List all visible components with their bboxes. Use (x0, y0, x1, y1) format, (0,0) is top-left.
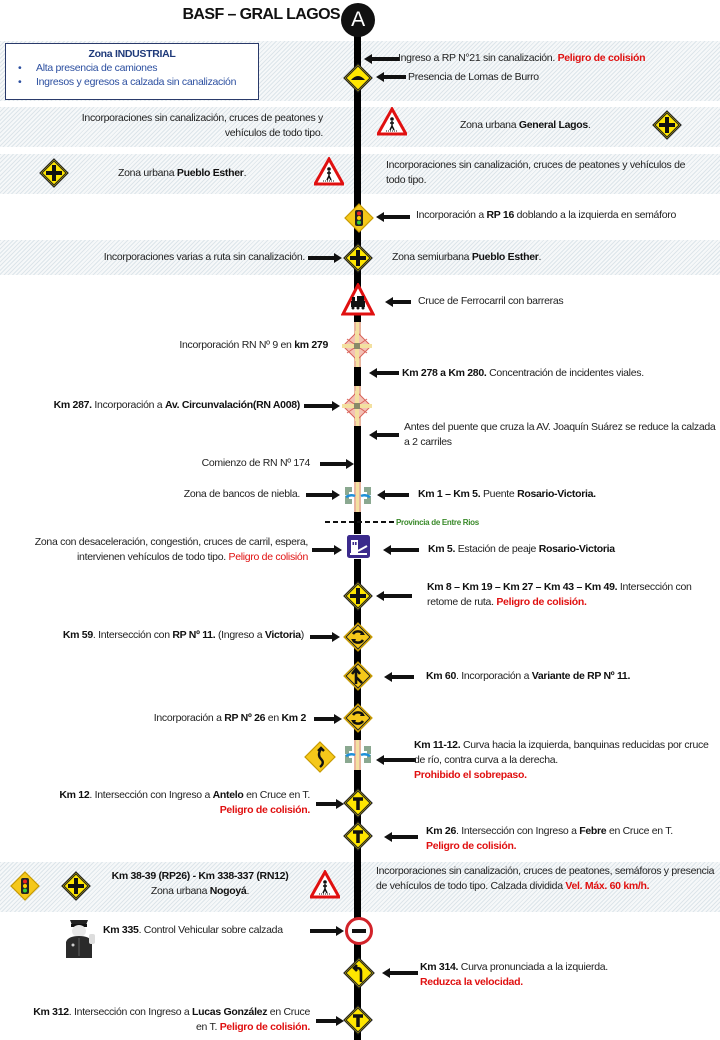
nogoya-right-text: Incorporaciones sin canalización, cruces de peatones, semáforos y presencia de vehículos de todo tipo. Calzada dividida Vel. Máx. 60 km/h. (376, 865, 715, 892)
rn174-label: Comienzo de RN Nº 174 (201, 457, 310, 469)
province-boundary-line (325, 521, 395, 523)
zone-heading: Zona INDUSTRIAL (88, 48, 176, 60)
arrow-left-icon (377, 490, 409, 500)
arrow-left-icon (369, 368, 399, 378)
arrow-left-icon (382, 968, 418, 978)
arrow-right-icon (312, 545, 342, 555)
km59-label: Km 59. Intersección con RP Nº 11. (Ingreso a Victoria) (62, 629, 304, 641)
page-title: BASF – GRAL LAGOS (182, 6, 340, 23)
police-officer-icon (62, 914, 96, 961)
nogoya-left-label: Km 38-39 (RP26) - Km 338-337 (RN12) Zona urbana Nogoyá. (111, 870, 289, 897)
intersection-sign-icon (39, 158, 69, 191)
pedestrian-crossing-sign-icon (310, 870, 340, 903)
interchange-icon (342, 391, 372, 424)
winding-road-sign-icon (304, 741, 336, 776)
arrow-left-icon (376, 755, 416, 765)
km8-label: Km 8 – Km 19 – Km 27 – Km 43 – Km 49. Intersección con retome de ruta. Peligro de colisión. (427, 581, 692, 608)
arrow-left-icon (369, 430, 399, 440)
interchange-icon (342, 331, 372, 364)
km12-label: Km 12. Intersección con Ingreso a Antelo en Cruce en T. Peligro de colisión. (59, 789, 310, 816)
arrow-right-icon (306, 490, 340, 500)
merge-sign-icon (343, 661, 373, 694)
province-label: Provincia de Entre Rios (396, 518, 479, 527)
arrow-left-icon (385, 297, 411, 307)
intersection-sign-icon (61, 871, 91, 904)
industrial-zone-box (5, 43, 259, 100)
general-lagos-left-text: Incorporaciones sin canalización, cruces de peatones y vehículos de todo tipo. (81, 112, 323, 139)
toll-booth-sign-icon (346, 534, 371, 562)
km278-label: Km 278 a Km 280. Concentración de incidentes viales. (402, 367, 644, 379)
route-line (354, 20, 361, 1040)
traffic-light-sign-icon (344, 203, 374, 236)
intersection-sign-icon (652, 110, 682, 143)
arrow-left-icon (384, 832, 418, 842)
km1-label: Km 1 – Km 5. Puente Rosario-Victoria. (418, 488, 596, 500)
rp26-label: Incorporación a RP Nº 26 en Km 2 (153, 712, 306, 724)
zone-bullet: • Alta presencia de camiones (14, 61, 250, 75)
zone-bullet: • Ingresos y egresos a calzada sin canalización (14, 75, 250, 89)
speed-bump-label: Presencia de Lomas de Burro (408, 71, 539, 83)
bridge-sign-icon (343, 484, 373, 511)
km60-label: Km 60. Incorporación a Variante de RP Nº 11. (426, 670, 631, 682)
toll-station-label: Km 5. Estación de peaje Rosario-Victoria (428, 543, 615, 555)
semiurbana-label: Zona semiurbana Pueblo Esther. (392, 251, 542, 263)
intersection-sign-icon (343, 581, 373, 614)
rp21-label: Ingreso a RP N°21 sin canalización. Peligro de colisión (398, 52, 646, 64)
km26-label: Km 26. Intersección con Ingreso a Febre en Cruce en T. Peligro de colisión. (426, 825, 673, 852)
bridge-sign-icon (343, 743, 373, 770)
km287-label: Km 287. Incorporación a Av. Circunvalación(RN A008) (53, 399, 300, 411)
sharp-curve-left-sign-icon (343, 957, 375, 992)
arrow-left-icon (376, 591, 412, 601)
intersection-sign-icon (343, 243, 373, 276)
arrow-left-icon (376, 72, 406, 82)
pedestrian-crossing-sign-icon (314, 157, 344, 190)
arrow-right-icon (320, 459, 354, 469)
t-junction-sign-icon (343, 821, 373, 854)
pedestrian-crossing-sign-icon (377, 107, 407, 140)
arrow-left-icon (384, 672, 414, 682)
roundabout-sign-icon (343, 622, 373, 655)
varias-incorporaciones-text: Incorporaciones varias a ruta sin canalización. (103, 251, 305, 263)
railway-label: Cruce de Ferrocarril con barreras (418, 295, 564, 307)
pueblo-esther-label: Zona urbana Pueblo Esther. (118, 167, 247, 179)
pueblo-esther-right-text: Incorporaciones sin canalización, cruces de peatones y vehículos de todo tipo. (386, 159, 686, 186)
t-junction-sign-icon (343, 1005, 373, 1038)
speed-bump-sign-icon (343, 63, 373, 96)
arrow-right-icon (316, 799, 344, 809)
roundabout-sign-icon (343, 703, 373, 736)
arrow-right-icon (308, 253, 342, 263)
arrow-left-icon (376, 212, 410, 222)
t-junction-sign-icon (343, 788, 373, 821)
arrow-right-icon (316, 1016, 344, 1026)
general-lagos-label: Zona urbana General Lagos. (460, 119, 591, 131)
arrow-left-icon (383, 545, 419, 555)
no-entry-sign-icon (345, 917, 373, 948)
arrow-right-icon (310, 926, 344, 936)
arrow-right-icon (310, 632, 340, 642)
km312-label: Km 312. Intersección con Ingreso a Lucas González en Cruce en T. Peligro de colisión. (33, 1006, 310, 1033)
arrow-right-icon (304, 401, 340, 411)
route-start-marker: A (341, 3, 375, 37)
traffic-light-sign-icon (10, 871, 40, 904)
rn9-label: Incorporación RN Nº 9 en km 279 (179, 339, 328, 351)
fog-zone-label: Zona de bancos de niebla. (183, 488, 300, 500)
km314-label: Km 314. Curva pronunciada a la izquierda. Reduzca la velocidad. (420, 961, 608, 988)
rp16-label: Incorporación a RP 16 doblando a la izquierda en semáforo (416, 209, 676, 221)
puente-av-text: Antes del puente que cruza la AV. Joaquín Suárez se reduce la calzada a 2 carriles (404, 421, 716, 448)
km11-label: Km 11-12. Curva hacia la izquierda, banquinas reducidas por cruce de río, contra curva a la derecha. Prohibido el sobrepaso. (414, 739, 709, 781)
km335-label: Km 335. Control Vehicular sobre calzada (103, 924, 283, 936)
arrow-right-icon (314, 714, 342, 724)
toll-zone-left-text: Zona con desaceleración, congestión, cruces de carril, espera, intervienen vehículos de todo tipo. Peligro de colisión (34, 536, 308, 563)
railway-crossing-sign-icon (341, 283, 375, 320)
